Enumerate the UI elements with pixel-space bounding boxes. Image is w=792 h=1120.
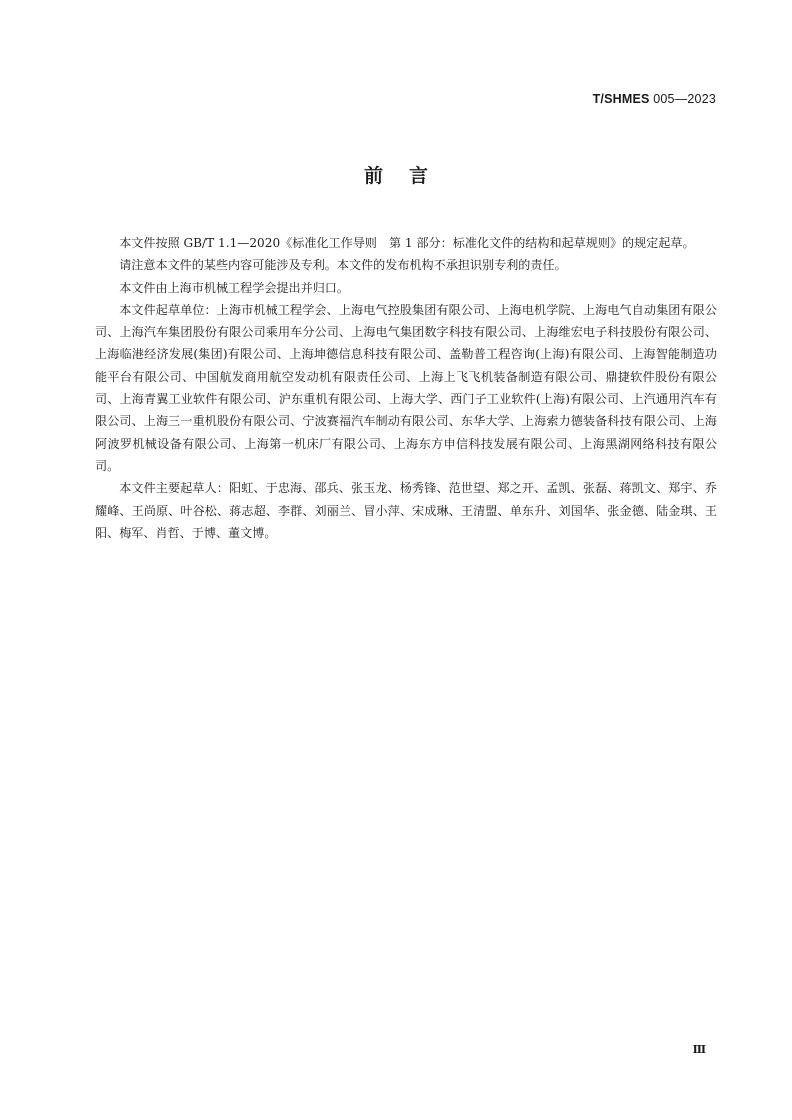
standard-number: 005—2023 — [653, 92, 716, 106]
paragraph-drafting-units: 本文件起草单位：上海市机械工程学会、上海电气控股集团有限公司、上海电机学院、上海电气自动集团有限公司、上海汽车集团股份有限公司乘用车分公司、上海电气集团数字科技有限公司、上海维宏电子科技股份有限公司、上海临港经济发展(集团)有限公司、上海坤德信息科技有限公司、盖勒普工程咨询(上海)有限公司、上海智能制造功能平台有限公司、中国航发商用航空发动机有限责任公司、上海上飞飞机装备制造有限公司、鼎捷软件股份有限公司、上海青翼工业软件有限公司、沪东重机有限公司、上海大学、西门子工业软件(上海)有限公司、上汽通用汽车有限公司、上海三一重机股份有限公司、宁波赛福汽车制动有限公司、东华大学、上海索力德装备科技有限公司、上海阿波罗机械设备有限公司、上海第一机床厂有限公司、上海东方申信科技发展有限公司、上海黑湖网络科技有限公司。 — [95, 302, 717, 473]
paragraph-drafters: 本文件主要起草人：阳虹、于忠海、邵兵、张玉龙、杨秀锋、范世望、郑之开、孟凯、张磊、蒋凯文、郑宇、乔耀峰、王尚原、叶谷松、蒋志超、李群、刘丽兰、冒小萍、宋成琳、王清盟、单东升、刘国华、张金德、陆金琪、王阳、梅军、肖哲、于博、董文博。 — [95, 481, 717, 540]
standard-code — [593, 92, 716, 106]
paragraph-patent-notice: 请注意本文件的某些内容可能涉及专利。本文件的发布机构不承担识别专利的责任。 — [119, 258, 567, 273]
standard-prefix: T/SHMES — [592, 92, 650, 106]
page-number: Ⅲ — [692, 1043, 706, 1056]
foreword-body — [95, 232, 717, 544]
page-title: 前言 — [363, 165, 454, 187]
paragraph-drafting-rules: 本文件按照 GB/T 1.1—2020《标准化工作导则 第 1 部分：标准化文件的结构和起草规则》的规定起草。 — [119, 236, 695, 250]
paragraph-proposer: 本文件由上海市机械工程学会提出并归口。 — [119, 280, 349, 295]
